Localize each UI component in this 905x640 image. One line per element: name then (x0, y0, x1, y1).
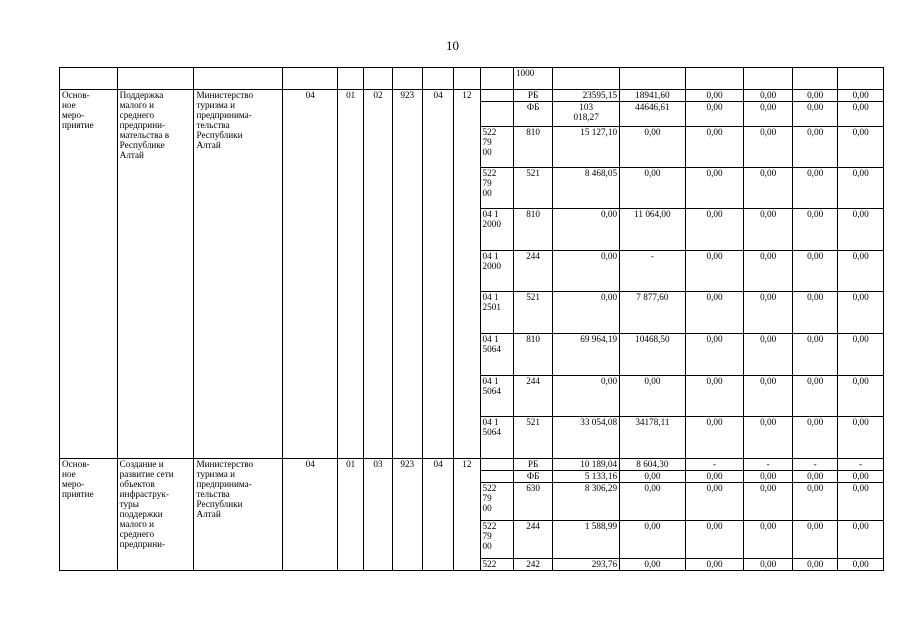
amount-year6-cell: 0,00 (838, 376, 884, 417)
cell (117, 68, 194, 90)
amount-year4-cell: 0,00 (744, 292, 793, 334)
amount-year3-cell: 0,00 (685, 102, 744, 127)
amount-year6-cell: 0,00 (838, 168, 884, 209)
amount-year6-cell: 0,00 (838, 292, 884, 334)
amount-year6-cell: 0,00 (838, 334, 884, 376)
amount-year2-cell: 8 604,30 (620, 459, 686, 471)
subprogram-code-cell: 01 (338, 459, 364, 571)
amount-year1-cell: 1 588,99 (553, 521, 620, 559)
amount-year3-cell: 0,00 (685, 168, 744, 209)
amount-year2-cell: 0,00 (620, 521, 686, 559)
amount-year6-cell: 0,00 (838, 251, 884, 292)
amount-year6-cell: - (838, 459, 884, 471)
expense-type-cell: 244 (513, 521, 552, 559)
kbk-cell: 522 79 00 (480, 483, 513, 521)
amount-year3-cell: 0,00 (685, 417, 744, 459)
amount-year2-cell: 0,00 (620, 376, 686, 417)
cell (283, 68, 338, 90)
amount-year5-cell: 0,00 (792, 483, 837, 521)
subprogram-code-cell: 01 (338, 90, 364, 459)
kbk-cell: 04 1 2501 (480, 292, 513, 334)
kbk-cell: 522 79 00 (480, 521, 513, 559)
amount-year6-cell: 0,00 (838, 483, 884, 521)
expense-type-cell: 244 (513, 251, 552, 292)
kbk-cell: 522 79 00 (480, 127, 513, 168)
amount-year3-cell: 0,00 (685, 559, 744, 571)
amount-year2-cell: 0,00 (620, 471, 686, 483)
amount-year4-cell: 0,00 (744, 376, 793, 417)
amount-year3-cell: 0,00 (685, 334, 744, 376)
grbs-code-cell: 923 (392, 90, 422, 459)
table-body (60, 68, 884, 571)
cell (392, 68, 422, 90)
amount-year1-cell: 5 133,16 (553, 471, 620, 483)
kbk-cell (480, 102, 513, 127)
amount-year1-cell: 15 127,10 (553, 127, 620, 168)
amount-year1-cell: 293,76 (553, 559, 620, 571)
amount-year5-cell: 0,00 (792, 90, 837, 102)
amount-year4-cell: 0,00 (744, 102, 793, 127)
table-row (60, 90, 884, 102)
expense-type-cell: ФБ (513, 471, 552, 483)
amount-year6-cell: 0,00 (838, 471, 884, 483)
amount-year5-cell: 0,00 (792, 127, 837, 168)
expense-type-cell: РБ (513, 459, 552, 471)
amount-year1-cell: 23595,15 (553, 90, 620, 102)
expense-type-cell: 244 (513, 376, 552, 417)
amount-year6-cell: 0,00 (838, 209, 884, 251)
pr-code-cell: 12 (454, 90, 480, 459)
cell (838, 68, 884, 90)
amount-year4-cell: 0,00 (744, 90, 793, 102)
amount-year5-cell: 0,00 (792, 102, 837, 127)
amount-year4-cell: 0,00 (744, 334, 793, 376)
activity-code-cell: 03 (364, 459, 392, 571)
amount-year6-cell: 0,00 (838, 127, 884, 168)
amount-year4-cell: 0,00 (744, 168, 793, 209)
amount-year3-cell: 0,00 (685, 90, 744, 102)
cell (685, 68, 744, 90)
amount-year2-cell: 7 877,60 (620, 292, 686, 334)
activity-type-cell: Основ- ное меро- приятие (60, 459, 118, 571)
amount-year2-cell: 18941,60 (620, 90, 686, 102)
amount-year2-cell: - (620, 251, 686, 292)
kbk-cell: 04 1 5064 (480, 334, 513, 376)
amount-year5-cell: 0,00 (792, 251, 837, 292)
amount-year2-cell: 10468,50 (620, 334, 686, 376)
kbk-cell (480, 459, 513, 471)
expense-type-cell: 810 (513, 127, 552, 168)
amount-year4-cell: 0,00 (744, 417, 793, 459)
amount-year5-cell: 0,00 (792, 471, 837, 483)
expense-type-cell: 810 (513, 209, 552, 251)
amount-year5-cell: 0,00 (792, 376, 837, 417)
amount-year1-cell: 0,00 (553, 292, 620, 334)
kbk-cell: 1000 (513, 68, 552, 90)
amount-year1-cell: 0,00 (553, 376, 620, 417)
program-code-cell: 04 (283, 459, 338, 571)
kbk-cell: 04 1 2000 (480, 209, 513, 251)
amount-year2-cell: 0,00 (620, 559, 686, 571)
amount-year1-cell: 8 468,05 (553, 168, 620, 209)
amount-year4-cell: 0,00 (744, 251, 793, 292)
cell (480, 68, 513, 90)
program-code-cell: 04 (283, 90, 338, 459)
amount-year5-cell: 0,00 (792, 209, 837, 251)
amount-year3-cell: 0,00 (685, 521, 744, 559)
amount-year2-cell: 0,00 (620, 127, 686, 168)
amount-year6-cell: 0,00 (838, 559, 884, 571)
expense-type-cell: 630 (513, 483, 552, 521)
amount-year1-cell: 103 018,27 (553, 102, 620, 127)
executor-cell: Министерство туризма и предпринима- тельства Республики Алтай (194, 90, 283, 459)
amount-year2-cell: 44646,61 (620, 102, 686, 127)
cell (553, 68, 620, 90)
expense-type-cell: 521 (513, 168, 552, 209)
amount-year5-cell: 0,00 (792, 559, 837, 571)
executor-cell: Министерство туризма и предпринима- тельства Республики Алтай (194, 459, 283, 571)
cell (338, 68, 364, 90)
amount-year4-cell: 0,00 (744, 483, 793, 521)
page-number: 10 (446, 38, 459, 53)
amount-year5-cell: - (792, 459, 837, 471)
cell (454, 68, 480, 90)
amount-year1-cell: 33 054,08 (553, 417, 620, 459)
amount-year4-cell: 0,00 (744, 559, 793, 571)
amount-year3-cell: 0,00 (685, 251, 744, 292)
amount-year3-cell: 0,00 (685, 292, 744, 334)
kbk-cell: 04 1 5064 (480, 376, 513, 417)
amount-year6-cell: 0,00 (838, 90, 884, 102)
cell (744, 68, 793, 90)
grbs-code-cell: 923 (392, 459, 422, 571)
budget-table (59, 67, 884, 571)
kbk-cell: 522 (480, 559, 513, 571)
rz-code-cell: 04 (422, 90, 453, 459)
kbk-cell (480, 90, 513, 102)
activity-code-cell: 02 (364, 90, 392, 459)
expense-type-cell: 521 (513, 292, 552, 334)
amount-year3-cell: - (685, 459, 744, 471)
amount-year2-cell: 0,00 (620, 483, 686, 521)
amount-year6-cell: 0,00 (838, 417, 884, 459)
expense-type-cell: ФБ (513, 102, 552, 127)
amount-year1-cell: 0,00 (553, 209, 620, 251)
amount-year2-cell: 34178,11 (620, 417, 686, 459)
cell (60, 68, 118, 90)
kbk-cell: 522 79 00 (480, 168, 513, 209)
amount-year5-cell: 0,00 (792, 521, 837, 559)
amount-year3-cell: 0,00 (685, 127, 744, 168)
amount-year2-cell: 11 064,00 (620, 209, 686, 251)
amount-year2-cell: 0,00 (620, 168, 686, 209)
table-row (60, 459, 884, 471)
amount-year1-cell: 0,00 (553, 251, 620, 292)
table-row-continuation (60, 68, 884, 90)
pr-code-cell: 12 (454, 459, 480, 571)
amount-year5-cell: 0,00 (792, 292, 837, 334)
cell (620, 68, 686, 90)
amount-year6-cell: 0,00 (838, 521, 884, 559)
expense-type-cell: 810 (513, 334, 552, 376)
amount-year5-cell: 0,00 (792, 417, 837, 459)
amount-year1-cell: 10 189,04 (553, 459, 620, 471)
cell (194, 68, 283, 90)
expense-type-cell: 521 (513, 417, 552, 459)
amount-year3-cell: 0,00 (685, 471, 744, 483)
amount-year5-cell: 0,00 (792, 334, 837, 376)
amount-year1-cell: 69 964,19 (553, 334, 620, 376)
amount-year4-cell: 0,00 (744, 471, 793, 483)
amount-year6-cell: 0,00 (838, 102, 884, 127)
amount-year3-cell: 0,00 (685, 483, 744, 521)
amount-year5-cell: 0,00 (792, 168, 837, 209)
amount-year4-cell: 0,00 (744, 521, 793, 559)
rz-code-cell: 04 (422, 459, 453, 571)
expense-type-cell: 242 (513, 559, 552, 571)
expense-type-cell: РБ (513, 90, 552, 102)
amount-year1-cell: 8 306,29 (553, 483, 620, 521)
kbk-cell: 04 1 2000 (480, 251, 513, 292)
cell (364, 68, 392, 90)
cell (422, 68, 453, 90)
cell (792, 68, 837, 90)
kbk-cell: 04 1 5064 (480, 417, 513, 459)
amount-year4-cell: - (744, 459, 793, 471)
kbk-cell (480, 471, 513, 483)
amount-year4-cell: 0,00 (744, 127, 793, 168)
amount-year4-cell: 0,00 (744, 209, 793, 251)
amount-year3-cell: 0,00 (685, 376, 744, 417)
activity-name-cell: Поддержка малого и среднего предприни- мательства в Республике Алтай (117, 90, 194, 459)
activity-name-cell: Создание и развитие сети объектов инфраструк- туры поддержки малого и среднего предприни- (117, 459, 194, 571)
amount-year3-cell: 0,00 (685, 209, 744, 251)
activity-type-cell: Основ- ное меро- приятие (60, 90, 118, 459)
